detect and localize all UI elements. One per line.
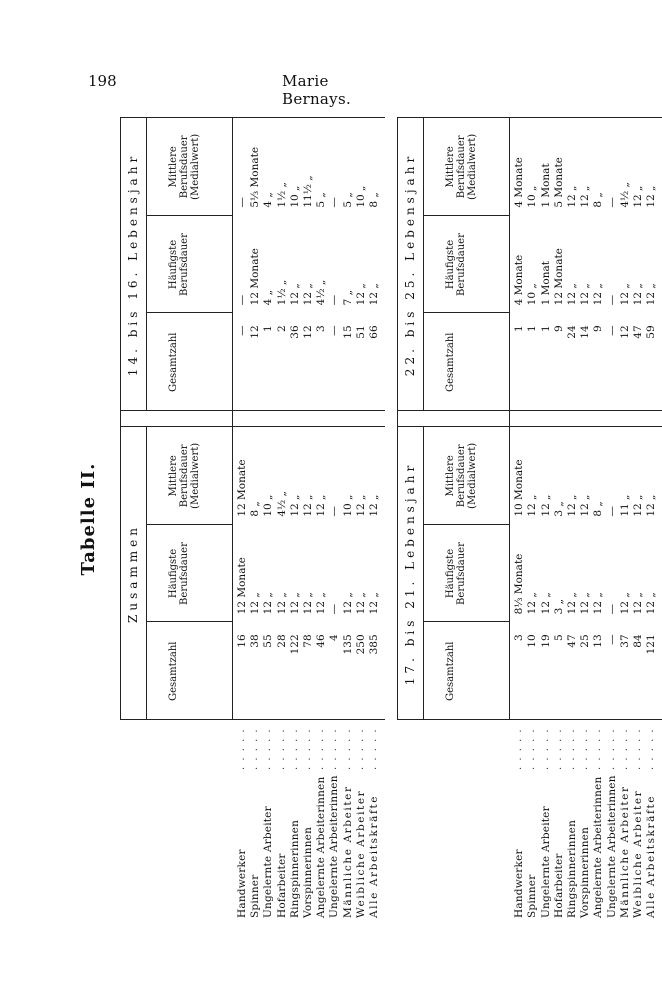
row-label: Vorspinnerinnen <box>579 826 592 918</box>
table-cell: 5 „ <box>315 192 328 208</box>
table-cell: 1½ „ <box>275 279 288 306</box>
table-cell: 8 „ <box>592 501 605 517</box>
table-cell: 12 Monate <box>236 557 248 615</box>
table-cell: 8 „ <box>592 192 605 208</box>
col-divider <box>146 621 232 622</box>
table-cell: 13 <box>592 634 605 648</box>
table-cell: 3 <box>315 325 328 333</box>
row-label: Hofarbeiter <box>275 853 288 918</box>
table-cell: 12 „ <box>354 592 367 615</box>
table-cell: 4 Monate <box>513 254 526 306</box>
row-label: Spinner <box>249 874 262 918</box>
table-cell: 10 „ <box>262 494 275 517</box>
table-cell: 4½ „ <box>275 491 288 517</box>
table-cell: 12 „ <box>368 283 380 306</box>
leader-dots: . . . . . <box>526 727 538 770</box>
group-title: 22. bis 25. Lebensjahr <box>403 152 418 377</box>
table-cell: 10 Monate <box>513 459 526 517</box>
table-cell: 12 „ <box>539 592 552 615</box>
group-divider <box>397 117 662 118</box>
table-cell: 12 „ <box>645 494 658 517</box>
table-cell: 12 „ <box>566 283 578 306</box>
table-cell: 12 „ <box>368 592 380 615</box>
table-cell: 4 „ <box>262 289 275 306</box>
group-title: 14. bis 16. Lebensjahr <box>126 152 140 377</box>
table-cell: 250 <box>354 634 367 655</box>
leader-dots: . . . . . <box>579 727 591 770</box>
group-divider <box>397 426 662 427</box>
group-title-rule <box>423 118 424 411</box>
table-cell: 385 <box>368 634 380 655</box>
table-cell: 12 „ <box>632 283 644 306</box>
table-cell: 24 <box>566 325 578 339</box>
col-divider <box>146 215 232 216</box>
table-cell: 5 <box>552 634 565 642</box>
leader-dots: . . . . . <box>328 727 340 770</box>
table-cell: 36 <box>288 325 301 339</box>
table-cell: 9 <box>552 325 565 333</box>
table-cell: 5⅓ Monate <box>249 146 262 208</box>
table-title: Tabelle II. <box>78 462 99 576</box>
col-head-total: Gesamtzahl <box>168 332 179 392</box>
table-cell: 12 „ <box>315 592 328 615</box>
table-cell: 5 „ <box>341 192 354 208</box>
table-cell: 19 <box>539 634 552 648</box>
table-cell: 59 <box>645 325 658 339</box>
table-cell: 38 <box>249 634 262 648</box>
leader-dots: . . . . . <box>552 727 564 770</box>
row-label: Ungelernte Arbeiter <box>262 806 275 918</box>
row-label: Weibliche Arbeiter <box>632 789 644 918</box>
table-cell: 8 „ <box>368 192 380 208</box>
col-head-total: Gesamtzahl <box>168 641 179 701</box>
table-cell: 12 „ <box>288 494 301 517</box>
table-cell: 12 „ <box>302 283 314 306</box>
leader-dots: . . . . . <box>341 727 353 770</box>
table-cell: 4 <box>328 634 341 642</box>
table-cell: 12 „ <box>368 494 380 517</box>
block-2-top-rule <box>397 118 398 720</box>
table-cell: 7 „ <box>341 289 354 306</box>
col-head-common: Häufigste Berufsdauer <box>168 233 190 296</box>
leader-dots: . . . . . <box>288 727 300 770</box>
table-cell: 8 „ <box>249 501 262 517</box>
table-cell: — <box>236 197 248 208</box>
table-cell: 10 „ <box>354 185 367 208</box>
table-cell: 12 „ <box>618 592 631 615</box>
leader-dots: . . . . . <box>645 727 657 770</box>
table-cell: — <box>605 325 618 336</box>
table-cell: 12 „ <box>302 494 314 517</box>
table-cell: — <box>605 197 618 208</box>
group-title: Zusammen <box>126 524 140 623</box>
group-divider <box>120 426 385 427</box>
table-cell: 3 „ <box>552 501 565 517</box>
row-label: Angelernte Arbeiterinnen <box>592 776 605 918</box>
table-cell: 12 „ <box>262 592 275 615</box>
row-label: Spinner <box>526 874 539 918</box>
table-cell: 135 <box>341 634 354 655</box>
table-cell: 37 <box>618 634 631 648</box>
table-cell: 12 „ <box>632 494 644 517</box>
rotated-table <box>78 118 658 920</box>
col-head-total: Gesamtzahl <box>445 641 457 701</box>
table-cell: 47 <box>566 634 578 648</box>
row-label: Männliche Arbeiter <box>341 785 354 918</box>
table-cell: — <box>236 325 248 336</box>
leader-dots: . . . . . <box>632 727 643 770</box>
table-cell: 78 <box>302 634 314 648</box>
leader-dots: . . . . . <box>302 727 313 770</box>
row-label: Handwerker <box>236 849 248 918</box>
table-cell: — <box>236 294 248 306</box>
table-cell: 16 <box>236 634 248 648</box>
table-cell: 12 „ <box>579 283 592 306</box>
table-cell: — <box>328 197 341 208</box>
leader-dots: . . . . . <box>262 727 274 770</box>
table-cell: 5 Monate <box>552 157 565 208</box>
col-divider <box>423 312 509 313</box>
table-cell: 12 „ <box>354 283 367 306</box>
leader-dots: . . . . . <box>566 727 577 770</box>
table-cell: 28 <box>275 634 288 648</box>
table-cell: 12 „ <box>526 494 539 517</box>
col-divider <box>423 215 509 216</box>
row-label: Ungelernte Arbeiterinnen <box>328 775 341 918</box>
table-cell: 12 „ <box>566 185 578 208</box>
table-cell: 12 „ <box>566 494 578 517</box>
group-divider-left <box>397 410 662 411</box>
leader-dots: . . . . . <box>315 727 327 770</box>
block-1-top-rule <box>120 118 121 720</box>
table-cell: 25 <box>579 634 592 648</box>
leader-dots: . . . . . <box>592 727 604 770</box>
group-title: 17. bis 21. Lebensjahr <box>403 461 418 686</box>
col-head-median: Mittlere Berufsdauer (Medialwert) <box>168 442 201 509</box>
leader-dots: . . . . . <box>513 727 525 770</box>
block-2-label-divider <box>397 719 662 720</box>
table-cell: 1 <box>262 325 275 333</box>
col-divider <box>423 524 509 525</box>
table-cell: 122 <box>288 634 301 655</box>
group-title-rule <box>423 427 424 720</box>
table-cell: 84 <box>632 634 644 648</box>
group-title-rule <box>146 427 147 720</box>
col-divider <box>146 312 232 313</box>
row-label: Angelernte Arbeiterinnen <box>315 776 328 918</box>
col-head-common: Häufigste Berufsdauer <box>445 233 468 296</box>
table-cell: 12 „ <box>579 494 592 517</box>
col-head-median: Mittlere Berufsdauer (Medialwert) <box>168 133 201 200</box>
table-wrapper <box>78 118 658 920</box>
table-cell: 55 <box>262 634 275 648</box>
table-cell: 3 „ <box>552 598 565 615</box>
table-cell: 12 „ <box>341 592 354 615</box>
row-label: Männliche Arbeiter <box>618 785 631 918</box>
table-cell: 4 „ <box>262 192 275 208</box>
table-cell: 47 <box>632 325 644 339</box>
table-cell: 12 „ <box>315 494 328 517</box>
table-cell: — <box>328 506 341 517</box>
table-cell: 3 <box>513 634 526 642</box>
table-cell: 66 <box>368 325 380 339</box>
table-cell: 4 Monate <box>513 157 526 208</box>
table-cell: 12 „ <box>592 592 605 615</box>
table-cell: 12 „ <box>632 185 644 208</box>
table-cell: 12 <box>302 325 314 339</box>
table-cell: 10 „ <box>341 494 354 517</box>
table-cell: — <box>328 603 341 615</box>
table-cell: 12 „ <box>539 494 552 517</box>
leader-dots: . . . . . <box>618 727 630 770</box>
table-cell: 2 <box>275 325 288 333</box>
leader-dots: . . . . . <box>354 727 366 770</box>
table-cell: 12 <box>249 325 262 339</box>
col-head-median: Mittlere Berufsdauer (Medialwert) <box>445 442 479 509</box>
table-cell: 10 „ <box>288 185 301 208</box>
row-label: Ringspinnerinnen <box>566 819 578 918</box>
table-cell: 12 „ <box>275 592 288 615</box>
table-cell: 12 „ <box>645 283 658 306</box>
table-cell: 12 „ <box>354 494 367 517</box>
table-cell: 12 „ <box>632 592 644 615</box>
col-head-total: Gesamtzahl <box>445 332 457 392</box>
table-cell: 10 „ <box>526 283 539 306</box>
table-cell: 1 Monat <box>539 163 552 208</box>
row-label: Ungelernte Arbeiterinnen <box>605 775 618 918</box>
table-cell: 1½ „ <box>275 182 288 208</box>
leader-dots: . . . . . <box>249 727 261 770</box>
table-cell: 12 „ <box>288 283 301 306</box>
table-cell: — <box>328 294 341 306</box>
table-cell: 11 „ <box>618 494 631 517</box>
page-header <box>88 72 388 108</box>
page-number: 198 <box>88 72 117 90</box>
row-label: Alle Arbeitskräfte <box>645 794 658 918</box>
table-cell: 12 „ <box>288 592 301 615</box>
table-cell: 11½ „ <box>302 175 314 208</box>
leader-dots: . . . . . <box>539 727 551 770</box>
row-label: Hofarbeiter <box>552 853 565 918</box>
table-cell: — <box>605 294 618 306</box>
table-cell: 121 <box>645 634 658 655</box>
table-cell: 15 <box>341 325 354 339</box>
block-1-head-rule <box>232 118 233 720</box>
table-cell: 1 <box>539 325 552 333</box>
table-cell: 12 „ <box>592 283 605 306</box>
table-cell: 12 „ <box>579 185 592 208</box>
table-cell: 10 „ <box>526 185 539 208</box>
table-cell: 12 „ <box>645 185 658 208</box>
table-cell: 12 „ <box>566 592 578 615</box>
table-cell: 12 „ <box>618 283 631 306</box>
table-cell: 12 Monate <box>249 248 262 306</box>
table-cell: 12 „ <box>579 592 592 615</box>
row-label: Handwerker <box>513 849 526 918</box>
table-cell: 51 <box>354 325 367 339</box>
table-cell: — <box>328 325 341 336</box>
table-cell: 4½ „ <box>315 279 328 306</box>
leader-dots: . . . . . <box>605 727 617 770</box>
col-divider <box>423 621 509 622</box>
col-divider <box>146 524 232 525</box>
table-cell: 9 <box>592 325 605 333</box>
block-1-label-divider <box>120 719 385 720</box>
running-head: Marie Bernays. <box>282 72 352 108</box>
table-cell: 12 Monate <box>552 248 565 306</box>
leader-dots: . . . . . <box>275 727 287 770</box>
table-cell: 1 Monat <box>539 261 552 306</box>
leader-dots: . . . . . <box>236 727 247 770</box>
row-label: Weibliche Arbeiter <box>354 789 367 918</box>
table-cell: 12 Monate <box>236 459 248 517</box>
col-head-median: Mittlere Berufsdauer (Medialwert) <box>445 133 479 200</box>
table-cell: 12 <box>618 325 631 339</box>
table-cell: — <box>605 603 618 615</box>
table-cell: 1 <box>526 325 539 333</box>
table-cell: 12 „ <box>302 592 314 615</box>
table-cell: 12 „ <box>645 592 658 615</box>
row-label: Alle Arbeitskräfte <box>368 794 380 918</box>
col-head-common: Häufigste Berufsdauer <box>445 542 468 605</box>
group-title-rule <box>146 118 147 411</box>
table-cell: 12 „ <box>526 592 539 615</box>
table-cell: 4½ „ <box>618 182 631 208</box>
row-label: Ringspinnerinnen <box>288 819 301 918</box>
row-label: Vorspinnerinnen <box>302 826 314 918</box>
table-cell: 8⅓ Monate <box>513 553 526 615</box>
table-cell: — <box>605 506 618 517</box>
table-cell: — <box>605 634 618 645</box>
block-2-head-rule <box>509 118 510 720</box>
col-head-common: Häufigste Berufsdauer <box>168 542 190 605</box>
table-cell: 12 „ <box>249 592 262 615</box>
row-label: Ungelernte Arbeiter <box>539 806 552 918</box>
leader-dots: . . . . . <box>368 727 379 770</box>
table-cell: 1 <box>513 325 526 333</box>
group-divider <box>120 117 385 118</box>
table-cell: 46 <box>315 634 328 648</box>
table-cell: 10 <box>526 634 539 648</box>
table-cell: 14 <box>579 325 592 339</box>
group-divider-left <box>120 410 385 411</box>
